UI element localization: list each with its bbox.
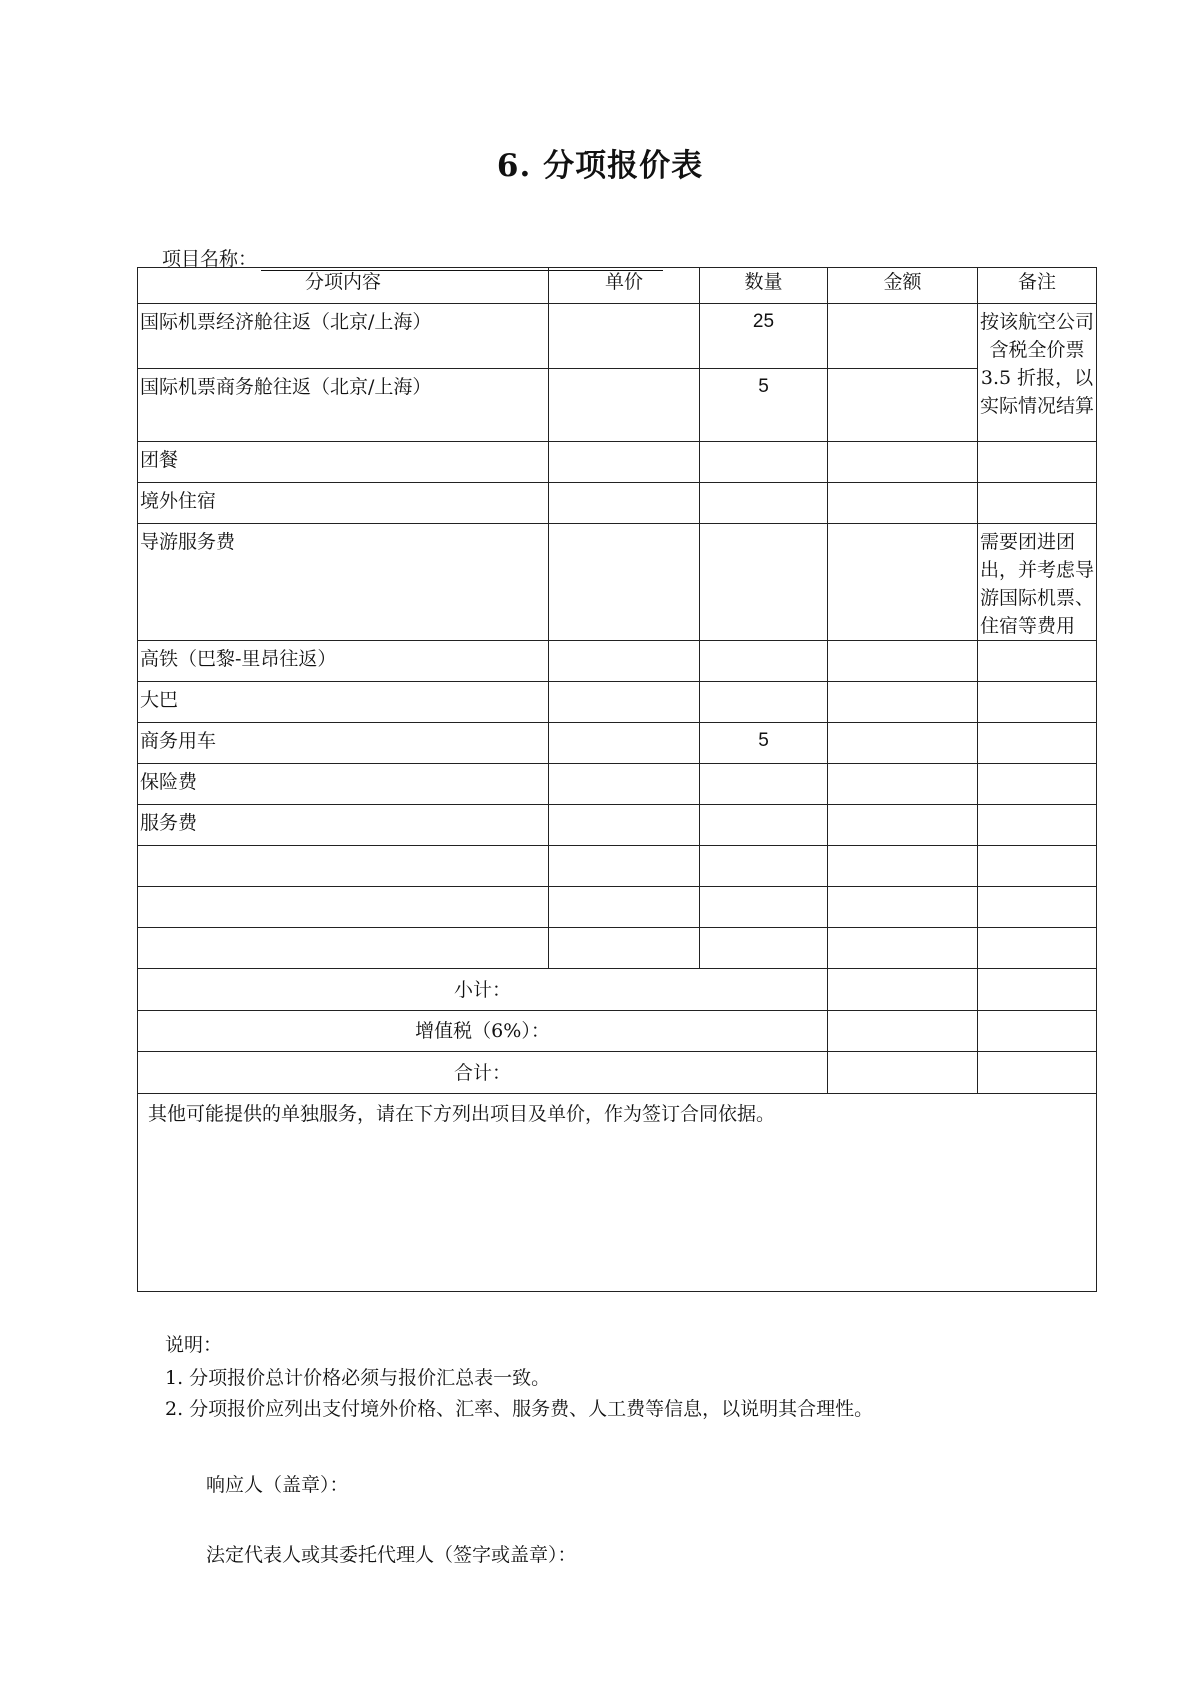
table-row (138, 723, 1097, 764)
quantity-cell[interactable] (700, 887, 828, 928)
total-label: 合计： (138, 1052, 828, 1094)
amount-cell[interactable] (828, 641, 978, 682)
header-quantity: 数量 (700, 268, 828, 304)
item-cell: 大巴 (138, 682, 549, 723)
remark-cell[interactable] (978, 805, 1097, 846)
page-title: 6. 分项报价表 (496, 148, 704, 184)
quantity-cell (700, 682, 828, 723)
amount-cell[interactable] (828, 805, 978, 846)
quote-table (137, 267, 1097, 1292)
remark-cell[interactable] (978, 846, 1097, 887)
amount-cell[interactable] (828, 682, 978, 723)
notes-heading: 说明： (165, 1334, 223, 1356)
table-row (138, 483, 1097, 524)
item-cell: 境外住宿 (138, 483, 549, 524)
unit-price-cell[interactable] (549, 887, 700, 928)
amount-cell[interactable] (828, 928, 978, 969)
quantity-cell[interactable] (700, 846, 828, 887)
unit-price-cell[interactable] (549, 483, 700, 524)
remark-cell[interactable] (978, 442, 1097, 483)
remark-cell[interactable] (978, 483, 1097, 524)
amount-cell[interactable] (828, 524, 978, 641)
other-services-cell[interactable] (138, 1094, 1097, 1292)
total-remark-cell[interactable] (978, 1052, 1097, 1094)
unit-price-cell[interactable] (549, 764, 700, 805)
header-unit-price: 单价 (549, 268, 700, 304)
header-remark: 备注 (978, 268, 1097, 304)
item-cell: 高铁（巴黎-里昂往返） (138, 641, 549, 682)
vat-amount-cell[interactable] (828, 1011, 978, 1052)
table-row (138, 887, 1097, 928)
quantity-cell (700, 442, 828, 483)
vat-label: 增值税（6%）： (138, 1011, 828, 1052)
table-row (138, 641, 1097, 682)
unit-price-cell[interactable] (549, 723, 700, 764)
unit-price-cell[interactable] (549, 928, 700, 969)
quantity-cell (700, 641, 828, 682)
unit-price-cell[interactable] (549, 805, 700, 846)
remark-cell[interactable] (978, 682, 1097, 723)
amount-cell[interactable] (828, 442, 978, 483)
item-cell[interactable] (138, 887, 549, 928)
total-amount-cell[interactable] (828, 1052, 978, 1094)
amount-cell[interactable] (828, 887, 978, 928)
quantity-cell: 5 (700, 723, 828, 764)
unit-price-cell[interactable] (549, 369, 700, 442)
amount-cell[interactable] (828, 846, 978, 887)
other-services-instruction: 其他可能提供的单独服务，请在下方列出项目及单价，作为签订合同依据。 (148, 1103, 776, 1125)
guide-remark-cell: 需要团进团出，并考虑导游国际机票、住宿等费用 (978, 524, 1097, 641)
quantity-cell: 5 (700, 369, 828, 442)
quantity-cell[interactable] (700, 928, 828, 969)
table-row (138, 304, 1097, 369)
other-services-row (138, 1094, 1097, 1292)
unit-price-cell[interactable] (549, 682, 700, 723)
quantity-cell: 25 (700, 304, 828, 369)
table-row (138, 805, 1097, 846)
project-name-label: 项目名称： (162, 248, 258, 270)
table-row (138, 928, 1097, 969)
airfare-remark-cell: 按该航空公司含税全价票 3.5 折报，以实际情况结算 (978, 304, 1097, 442)
remark-cell[interactable] (978, 928, 1097, 969)
quantity-cell (700, 483, 828, 524)
item-cell[interactable] (138, 928, 549, 969)
unit-price-cell[interactable] (549, 641, 700, 682)
header-amount: 金额 (828, 268, 978, 304)
table-row (138, 764, 1097, 805)
amount-cell[interactable] (828, 304, 978, 369)
table-row (138, 846, 1097, 887)
respondent-seal-line: 响应人（盖章）： (206, 1474, 349, 1496)
quantity-cell (700, 764, 828, 805)
item-cell: 国际机票经济舱往返（北京/上海） (138, 304, 549, 369)
item-cell[interactable] (138, 846, 549, 887)
remark-cell[interactable] (978, 887, 1097, 928)
remark-cell[interactable] (978, 764, 1097, 805)
quantity-cell (700, 805, 828, 846)
total-row (138, 1052, 1097, 1094)
table-row (138, 442, 1097, 483)
amount-cell[interactable] (828, 483, 978, 524)
unit-price-cell[interactable] (549, 524, 700, 641)
table-row (138, 682, 1097, 723)
vat-row (138, 1011, 1097, 1052)
vat-remark-cell[interactable] (978, 1011, 1097, 1052)
notes-section (165, 1330, 873, 1425)
item-cell: 国际机票商务舱往返（北京/上海） (138, 369, 549, 442)
item-cell: 团餐 (138, 442, 549, 483)
amount-cell[interactable] (828, 723, 978, 764)
item-cell: 保险费 (138, 764, 549, 805)
note-item: 2. 分项报价应列出支付境外价格、汇率、服务费、人工费等信息，以说明其合理性。 (165, 1398, 874, 1420)
item-cell: 服务费 (138, 805, 549, 846)
amount-cell[interactable] (828, 369, 978, 442)
subtotal-amount-cell[interactable] (828, 969, 978, 1011)
note-item: 1. 分项报价总计价格必须与报价汇总表一致。 (165, 1367, 551, 1389)
subtotal-label: 小计： (138, 969, 828, 1011)
table-header-row (138, 268, 1097, 304)
item-cell: 导游服务费 (138, 524, 549, 641)
table-row (138, 524, 1097, 641)
quantity-cell (700, 524, 828, 641)
subtotal-row (138, 969, 1097, 1011)
header-item: 分项内容 (138, 268, 549, 304)
remark-cell[interactable] (978, 723, 1097, 764)
unit-price-cell[interactable] (549, 846, 700, 887)
legal-rep-signature-line: 法定代表人或其委托代理人（签字或盖章）： (206, 1544, 577, 1566)
table-row (138, 369, 1097, 442)
unit-price-cell[interactable] (549, 442, 700, 483)
amount-cell[interactable] (828, 764, 978, 805)
item-cell: 商务用车 (138, 723, 549, 764)
subtotal-remark-cell[interactable] (978, 969, 1097, 1011)
remark-cell[interactable] (978, 641, 1097, 682)
unit-price-cell[interactable] (549, 304, 700, 369)
